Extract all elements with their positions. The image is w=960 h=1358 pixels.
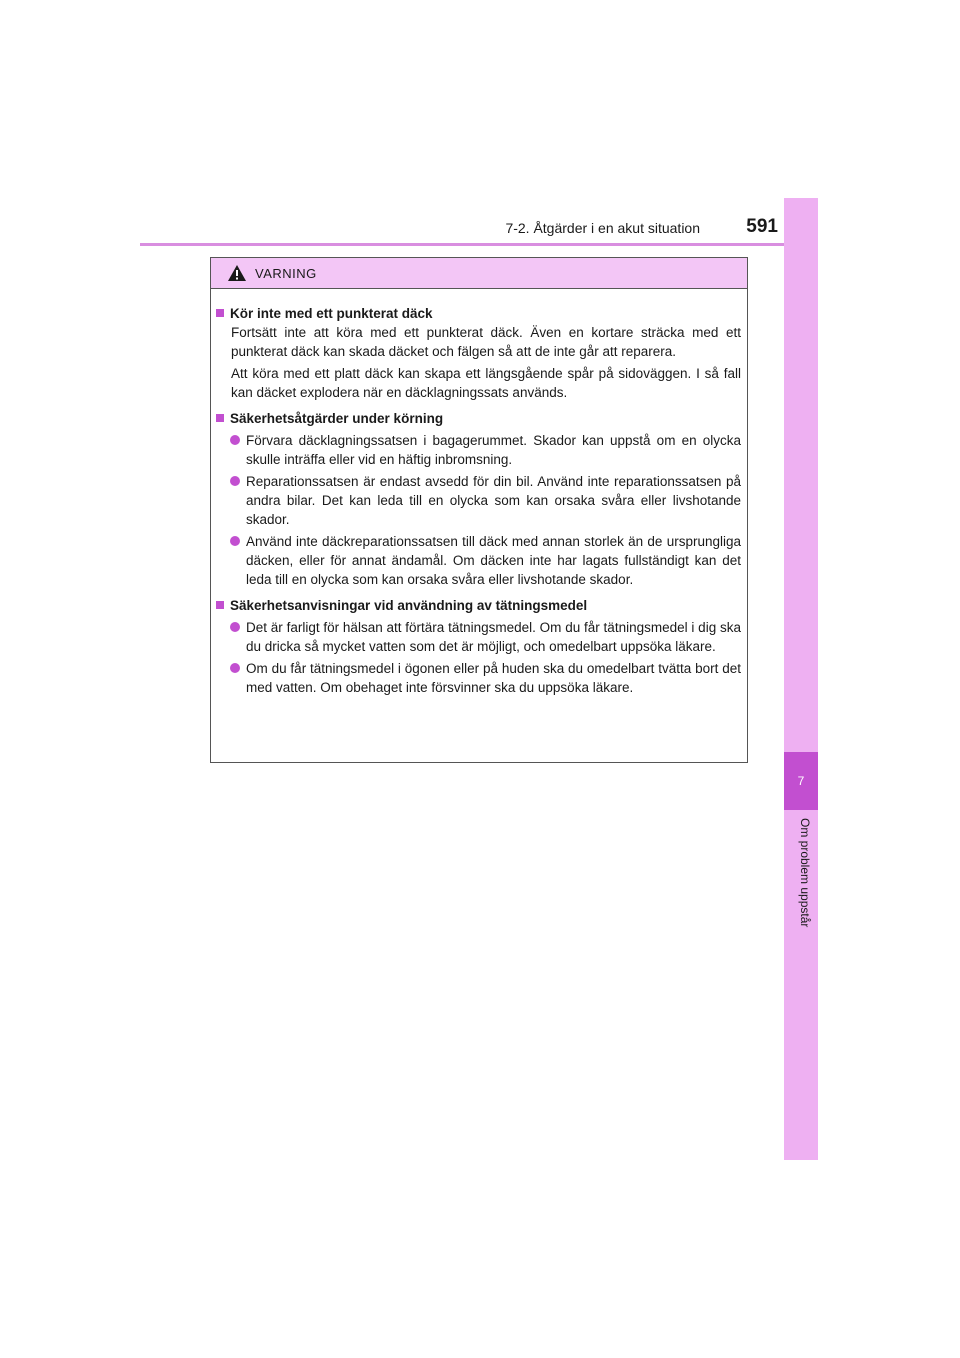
round-bullet-icon — [230, 663, 240, 673]
round-bullet-icon — [230, 536, 240, 546]
section-heading-text: Säkerhetsanvisningar vid användning av tätningsmedel — [230, 598, 588, 613]
chapter-label: Om problem uppstår — [798, 818, 812, 928]
list-item — [230, 431, 741, 469]
warning-body — [211, 289, 747, 697]
section-heading-text: Säkerhetsåtgärder under körning — [230, 411, 444, 426]
section-heading — [216, 409, 741, 428]
section-title: 7-2. Åtgärder i en akut situation — [505, 220, 700, 236]
list-item — [230, 532, 741, 589]
list-item-text: Det är farligt för hälsan att förtära tätningsmedel. Om du får tätningsmedel i dig ska du dricka så mycket vatten som det är möjligt, och omedelbart uppsöka läkare. — [246, 620, 741, 654]
round-bullet-icon — [230, 476, 240, 486]
warning-label: VARNING — [255, 266, 317, 281]
page-number: 591 — [746, 216, 778, 237]
header-rule — [140, 243, 818, 246]
section-heading — [216, 596, 741, 615]
paragraph: Fortsätt inte att köra med ett punkterat däck. Även en kortare sträcka med ett punkterat däck kan skada däcket och fälgen så att de inte går att reparera. — [231, 325, 741, 359]
round-bullet-icon — [230, 622, 240, 632]
warning-triangle-icon — [227, 264, 247, 282]
chapter-side-tab — [784, 198, 818, 1160]
section-heading — [216, 304, 741, 323]
list-item — [230, 618, 741, 656]
warning-header — [211, 258, 747, 289]
list-item-text: Förvara däcklagningssatsen i bagagerummet. Skador kan uppstå om en olycka skulle inträffa eller vid en häftig inbromsning. — [246, 433, 741, 467]
square-bullet-icon — [216, 601, 224, 609]
warning-box — [210, 257, 748, 763]
list-item — [230, 472, 741, 529]
list-item-text: Om du får tätningsmedel i ögonen eller på huden ska du omedelbart tvätta bort det med vatten. Om obehaget inte försvinner ska du uppsöka läkare. — [246, 661, 741, 695]
square-bullet-icon — [216, 414, 224, 422]
list-item — [230, 659, 741, 697]
list-item-text: Reparationssatsen är endast avsedd för din bil. Använd inte reparationssatsen på andra bilar. Det kan leda till en olycka som kan orsaka svåra eller livshotande skador. — [246, 474, 741, 527]
round-bullet-icon — [230, 435, 240, 445]
paragraph: Att köra med ett platt däck kan skapa ett längsgående spår på sidoväggen. I så fall kan däcket explodera när en däcklagningssats används. — [231, 366, 741, 400]
chapter-number: 7 — [784, 752, 818, 810]
square-bullet-icon — [216, 309, 224, 317]
list-item-text: Använd inte däckreparationssatsen till däck med annan storlek än de ursprungliga däcken, eller för annat ändamål. Om däcken inte har lagats fullständigt kan det leda till en olycka som kan orsaka svåra eller livshotande skador. — [246, 534, 741, 587]
section-heading-text: Kör inte med ett punkterat däck — [230, 306, 433, 321]
